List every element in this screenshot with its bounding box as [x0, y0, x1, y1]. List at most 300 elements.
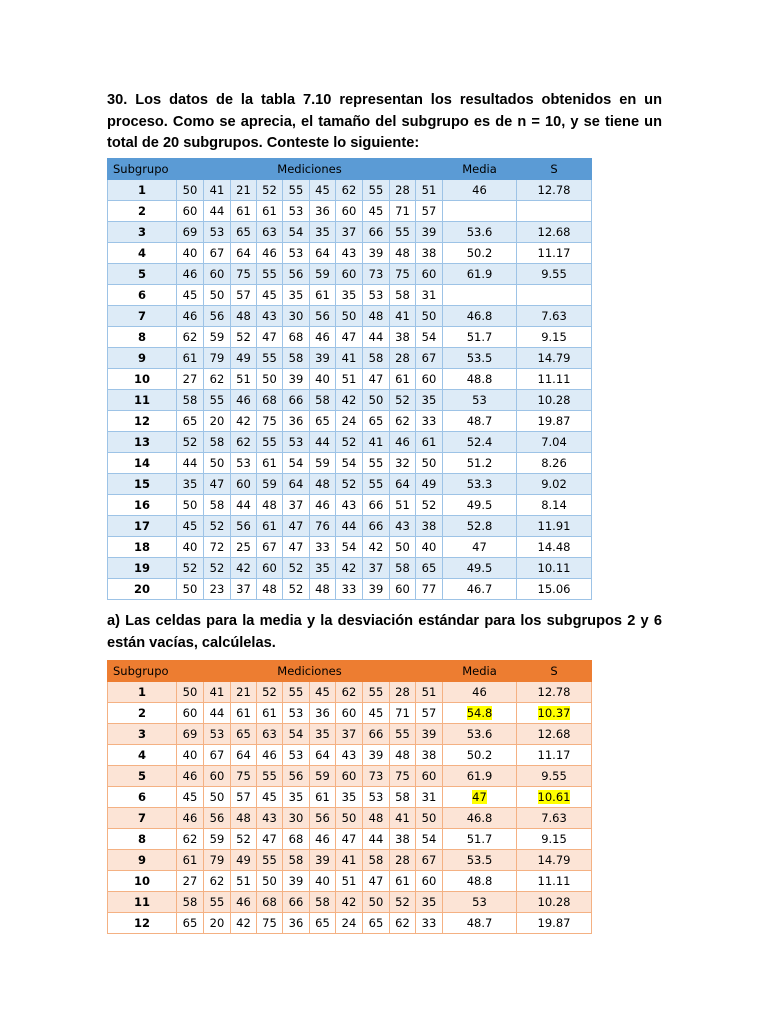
table-header-row	[108, 159, 592, 180]
measurement-cell: 55	[257, 766, 283, 787]
table-row	[108, 808, 592, 829]
measurement-cell: 65	[416, 558, 443, 579]
mean-cell: 53.6	[443, 222, 517, 243]
measurement-cell: 58	[363, 850, 390, 871]
table-row	[108, 495, 592, 516]
measurement-cell: 28	[390, 348, 416, 369]
measurement-cell: 66	[283, 390, 310, 411]
measurement-cell: 52	[283, 558, 310, 579]
measurement-cell: 60	[416, 766, 443, 787]
measurement-cell: 65	[177, 913, 204, 934]
measurement-cell: 40	[177, 243, 204, 264]
header-subgroup: Subgrupo	[108, 661, 177, 682]
measurement-cell: 55	[204, 390, 231, 411]
measurement-cell: 71	[390, 201, 416, 222]
measurement-cell: 75	[257, 913, 283, 934]
s-cell: 10.28	[517, 390, 592, 411]
s-cell: 7.63	[517, 306, 592, 327]
measurement-cell: 53	[204, 724, 231, 745]
table-row	[108, 264, 592, 285]
measurement-cell: 45	[177, 787, 204, 808]
measurement-cell: 37	[283, 495, 310, 516]
measurement-cell: 51	[390, 495, 416, 516]
measurement-cell: 46	[310, 829, 336, 850]
measurement-cell: 50	[257, 369, 283, 390]
measurement-cell: 33	[336, 579, 363, 600]
subgroup-cell: 4	[108, 243, 177, 264]
measurement-cell: 48	[390, 745, 416, 766]
measurement-cell: 39	[310, 850, 336, 871]
measurement-cell: 43	[257, 306, 283, 327]
measurement-cell: 64	[231, 745, 257, 766]
table-row	[108, 243, 592, 264]
measurement-cell: 53	[283, 703, 310, 724]
measurement-cell: 45	[257, 787, 283, 808]
measurement-cell: 40	[177, 537, 204, 558]
mean-cell: 51.7	[443, 327, 517, 348]
measurement-cell: 38	[390, 829, 416, 850]
measurement-cell: 60	[336, 766, 363, 787]
measurement-cell: 46	[257, 243, 283, 264]
measurement-cell: 44	[310, 432, 336, 453]
subgroup-cell: 3	[108, 724, 177, 745]
subgroup-cell: 12	[108, 913, 177, 934]
measurement-cell: 50	[204, 285, 231, 306]
mean-cell: 52.8	[443, 516, 517, 537]
measurement-cell: 24	[336, 411, 363, 432]
measurement-cell: 50	[177, 579, 204, 600]
s-cell: 8.26	[517, 453, 592, 474]
mean-cell: 53.5	[443, 850, 517, 871]
measurement-cell: 43	[336, 243, 363, 264]
measurement-cell: 54	[283, 453, 310, 474]
measurement-cell: 66	[363, 516, 390, 537]
table-row	[108, 453, 592, 474]
table-row	[108, 745, 592, 766]
table-row	[108, 682, 592, 703]
measurement-cell: 63	[257, 222, 283, 243]
subgroup-cell: 6	[108, 787, 177, 808]
s-cell: 14.79	[517, 850, 592, 871]
table-header-row	[108, 661, 592, 682]
s-cell: 9.02	[517, 474, 592, 495]
measurement-cell: 66	[363, 222, 390, 243]
subgroup-cell: 10	[108, 369, 177, 390]
measurement-cell: 61	[257, 201, 283, 222]
measurement-cell: 58	[283, 850, 310, 871]
measurement-cell: 52	[336, 474, 363, 495]
measurement-cell: 48	[310, 579, 336, 600]
measurement-cell: 31	[416, 285, 443, 306]
measurement-cell: 41	[336, 850, 363, 871]
measurement-cell: 67	[204, 243, 231, 264]
s-cell: 14.79	[517, 348, 592, 369]
measurement-cell: 27	[177, 871, 204, 892]
header-s: S	[517, 661, 592, 682]
measurement-cell: 56	[283, 264, 310, 285]
subgroup-cell: 8	[108, 829, 177, 850]
measurement-cell: 44	[204, 703, 231, 724]
s-cell: 11.91	[517, 516, 592, 537]
s-cell: 12.78	[517, 682, 592, 703]
measurement-cell: 48	[390, 243, 416, 264]
measurement-cell: 56	[204, 808, 231, 829]
mean-cell: 52.4	[443, 432, 517, 453]
measurement-cell: 55	[257, 432, 283, 453]
measurement-cell: 62	[336, 682, 363, 703]
measurement-cell: 69	[177, 222, 204, 243]
mean-cell: 46.8	[443, 306, 517, 327]
measurement-cell: 48	[310, 474, 336, 495]
s-cell: 12.68	[517, 724, 592, 745]
table-row	[108, 829, 592, 850]
measurement-cell: 67	[416, 850, 443, 871]
measurement-cell: 50	[336, 306, 363, 327]
measurement-cell: 59	[204, 829, 231, 850]
measurement-cell: 48	[257, 579, 283, 600]
mean-cell: 48.8	[443, 871, 517, 892]
measurement-cell: 75	[257, 411, 283, 432]
table-row	[108, 703, 592, 724]
measurement-cell: 47	[257, 327, 283, 348]
measurement-cell: 51	[336, 871, 363, 892]
measurement-cell: 51	[231, 369, 257, 390]
measurement-cell: 65	[231, 222, 257, 243]
measurement-cell: 58	[390, 558, 416, 579]
measurement-cell: 55	[390, 724, 416, 745]
measurement-cell: 45	[363, 703, 390, 724]
measurement-cell: 62	[390, 913, 416, 934]
measurement-cell: 32	[390, 453, 416, 474]
measurement-cell: 47	[363, 369, 390, 390]
table-row	[108, 516, 592, 537]
header-subgroup: Subgrupo	[108, 159, 177, 180]
s-cell: 9.15	[517, 829, 592, 850]
table-row	[108, 327, 592, 348]
measurement-cell: 65	[310, 913, 336, 934]
measurement-cell: 48	[363, 306, 390, 327]
header-measurements: Mediciones	[177, 661, 443, 682]
measurement-cell: 35	[336, 285, 363, 306]
measurement-cell: 64	[310, 243, 336, 264]
measurement-cell: 37	[231, 579, 257, 600]
measurement-cell: 46	[310, 327, 336, 348]
measurement-cell: 45	[310, 682, 336, 703]
subgroup-cell: 8	[108, 327, 177, 348]
measurement-cell: 33	[416, 411, 443, 432]
measurement-cell: 55	[257, 850, 283, 871]
measurement-cell: 38	[390, 327, 416, 348]
measurement-cell: 54	[283, 222, 310, 243]
table-row	[108, 432, 592, 453]
measurement-cell: 50	[257, 871, 283, 892]
s-cell: 7.04	[517, 432, 592, 453]
measurement-cell: 61	[390, 369, 416, 390]
s-cell: 11.17	[517, 243, 592, 264]
measurement-cell: 51	[416, 180, 443, 201]
table-row	[108, 766, 592, 787]
mean-cell: 46.7	[443, 579, 517, 600]
measurement-cell: 35	[283, 285, 310, 306]
measurement-cell: 79	[204, 348, 231, 369]
s-cell: 12.78	[517, 180, 592, 201]
measurement-cell: 39	[416, 724, 443, 745]
measurement-cell: 44	[363, 327, 390, 348]
subgroup-cell: 6	[108, 285, 177, 306]
measurement-cell: 64	[390, 474, 416, 495]
measurement-cell: 24	[336, 913, 363, 934]
measurement-cell: 50	[177, 682, 204, 703]
measurement-cell: 58	[310, 390, 336, 411]
measurement-cell: 60	[336, 703, 363, 724]
measurement-cell: 48	[363, 808, 390, 829]
measurement-cell: 75	[390, 766, 416, 787]
measurement-cell: 36	[283, 913, 310, 934]
measurement-cell: 53	[363, 787, 390, 808]
s-cell: 9.55	[517, 766, 592, 787]
data-table-original	[107, 158, 592, 600]
measurement-cell: 55	[257, 264, 283, 285]
subgroup-cell: 1	[108, 682, 177, 703]
measurement-cell: 38	[416, 745, 443, 766]
measurement-cell: 30	[283, 306, 310, 327]
measurement-cell: 42	[363, 537, 390, 558]
measurement-cell: 37	[363, 558, 390, 579]
measurement-cell: 57	[416, 703, 443, 724]
measurement-cell: 61	[257, 516, 283, 537]
measurement-cell: 60	[204, 766, 231, 787]
subgroup-cell: 15	[108, 474, 177, 495]
measurement-cell: 62	[177, 829, 204, 850]
measurement-cell: 68	[283, 327, 310, 348]
mean-cell: 61.9	[443, 766, 517, 787]
subgroup-cell: 12	[108, 411, 177, 432]
measurement-cell: 58	[390, 787, 416, 808]
measurement-cell: 62	[336, 180, 363, 201]
table-row	[108, 537, 592, 558]
s-cell: 11.17	[517, 745, 592, 766]
measurement-cell: 35	[310, 222, 336, 243]
subgroup-cell: 19	[108, 558, 177, 579]
measurement-cell: 35	[416, 892, 443, 913]
measurement-cell: 35	[177, 474, 204, 495]
measurement-cell: 50	[177, 180, 204, 201]
measurement-cell: 72	[204, 537, 231, 558]
table-row	[108, 348, 592, 369]
measurement-cell: 45	[363, 201, 390, 222]
measurement-cell: 60	[416, 264, 443, 285]
measurement-cell: 61	[257, 453, 283, 474]
table-row	[108, 579, 592, 600]
measurement-cell: 44	[231, 495, 257, 516]
measurement-cell: 50	[363, 390, 390, 411]
measurement-cell: 38	[416, 243, 443, 264]
measurement-cell: 55	[363, 474, 390, 495]
measurement-cell: 58	[310, 892, 336, 913]
table-row	[108, 285, 592, 306]
measurement-cell: 47	[283, 516, 310, 537]
measurement-cell: 55	[283, 180, 310, 201]
s-cell: 11.11	[517, 369, 592, 390]
measurement-cell: 55	[363, 453, 390, 474]
measurement-cell: 52	[231, 327, 257, 348]
measurement-cell: 35	[416, 390, 443, 411]
measurement-cell: 45	[310, 180, 336, 201]
measurement-cell: 52	[204, 558, 231, 579]
table-row	[108, 558, 592, 579]
measurement-cell: 36	[310, 703, 336, 724]
measurement-cell: 28	[390, 682, 416, 703]
measurement-cell: 50	[177, 495, 204, 516]
measurement-cell: 62	[204, 871, 231, 892]
subgroup-cell: 3	[108, 222, 177, 243]
measurement-cell: 77	[416, 579, 443, 600]
s-cell: 14.48	[517, 537, 592, 558]
subgroup-cell: 2	[108, 201, 177, 222]
header-measurements: Mediciones	[177, 159, 443, 180]
measurement-cell: 43	[390, 516, 416, 537]
measurement-cell: 59	[257, 474, 283, 495]
measurement-cell: 43	[336, 745, 363, 766]
measurement-cell: 31	[416, 787, 443, 808]
measurement-cell: 58	[363, 348, 390, 369]
measurement-cell: 61	[231, 703, 257, 724]
measurement-cell: 67	[204, 745, 231, 766]
measurement-cell: 56	[204, 306, 231, 327]
measurement-cell: 65	[177, 411, 204, 432]
highlighted-value: 47	[472, 790, 487, 804]
measurement-cell: 28	[390, 850, 416, 871]
mean-cell: 51.2	[443, 453, 517, 474]
measurement-cell: 35	[310, 558, 336, 579]
header-s: S	[517, 159, 592, 180]
measurement-cell: 36	[283, 411, 310, 432]
measurement-cell: 46	[310, 495, 336, 516]
subgroup-cell: 17	[108, 516, 177, 537]
measurement-cell: 65	[310, 411, 336, 432]
measurement-cell: 66	[363, 495, 390, 516]
measurement-cell: 47	[336, 829, 363, 850]
mean-cell: 46.8	[443, 808, 517, 829]
measurement-cell: 52	[283, 579, 310, 600]
measurement-cell: 57	[231, 787, 257, 808]
subgroup-cell: 18	[108, 537, 177, 558]
measurement-cell: 46	[177, 306, 204, 327]
measurement-cell: 58	[390, 285, 416, 306]
table-row	[108, 222, 592, 243]
measurement-cell: 76	[310, 516, 336, 537]
highlighted-value: 10.37	[537, 706, 571, 720]
measurement-cell: 61	[177, 348, 204, 369]
measurement-cell: 50	[336, 808, 363, 829]
measurement-cell: 52	[336, 432, 363, 453]
mean-cell: 53.6	[443, 724, 517, 745]
measurement-cell: 39	[363, 243, 390, 264]
s-cell: 9.15	[517, 327, 592, 348]
measurement-cell: 59	[204, 327, 231, 348]
subgroup-cell: 16	[108, 495, 177, 516]
measurement-cell: 61	[310, 285, 336, 306]
s-cell	[517, 201, 592, 222]
measurement-cell: 50	[204, 787, 231, 808]
measurement-cell: 63	[257, 724, 283, 745]
header-mean: Media	[443, 159, 517, 180]
measurement-cell: 60	[336, 201, 363, 222]
measurement-cell: 66	[363, 724, 390, 745]
measurement-cell: 60	[336, 264, 363, 285]
measurement-cell: 73	[363, 264, 390, 285]
measurement-cell: 60	[416, 369, 443, 390]
measurement-cell: 65	[363, 411, 390, 432]
measurement-cell: 41	[363, 432, 390, 453]
measurement-cell: 62	[390, 411, 416, 432]
mean-cell: 53.3	[443, 474, 517, 495]
s-cell	[517, 787, 592, 808]
measurement-cell: 42	[336, 558, 363, 579]
measurement-cell: 62	[231, 432, 257, 453]
measurement-cell: 28	[390, 180, 416, 201]
mean-cell: 51.7	[443, 829, 517, 850]
measurement-cell: 61	[231, 201, 257, 222]
measurement-cell: 52	[416, 495, 443, 516]
measurement-cell: 56	[231, 516, 257, 537]
measurement-cell: 37	[336, 222, 363, 243]
s-cell: 19.87	[517, 411, 592, 432]
mean-cell	[443, 285, 517, 306]
measurement-cell: 53	[283, 745, 310, 766]
table-row	[108, 787, 592, 808]
measurement-cell: 52	[204, 516, 231, 537]
measurement-cell: 52	[177, 558, 204, 579]
measurement-cell: 69	[177, 724, 204, 745]
measurement-cell: 61	[177, 850, 204, 871]
measurement-cell: 39	[310, 348, 336, 369]
measurement-cell: 45	[177, 285, 204, 306]
measurement-cell: 58	[177, 892, 204, 913]
measurement-cell: 55	[283, 682, 310, 703]
measurement-cell: 59	[310, 264, 336, 285]
measurement-cell: 49	[416, 474, 443, 495]
measurement-cell: 42	[336, 892, 363, 913]
measurement-cell: 53	[231, 453, 257, 474]
table-row	[108, 306, 592, 327]
measurement-cell: 25	[231, 537, 257, 558]
measurement-cell: 59	[310, 766, 336, 787]
measurement-cell: 61	[416, 432, 443, 453]
subgroup-cell: 20	[108, 579, 177, 600]
s-cell: 12.68	[517, 222, 592, 243]
measurement-cell: 62	[204, 369, 231, 390]
measurement-cell: 39	[363, 579, 390, 600]
measurement-cell: 42	[231, 558, 257, 579]
s-cell: 9.55	[517, 264, 592, 285]
mean-cell: 48.7	[443, 913, 517, 934]
measurement-cell: 47	[257, 829, 283, 850]
measurement-cell: 50	[416, 306, 443, 327]
subgroup-cell: 2	[108, 703, 177, 724]
measurement-cell: 46	[177, 766, 204, 787]
measurement-cell: 54	[416, 327, 443, 348]
measurement-cell: 40	[310, 369, 336, 390]
measurement-cell: 56	[283, 766, 310, 787]
measurement-cell: 75	[231, 766, 257, 787]
table-row	[108, 474, 592, 495]
measurement-cell: 46	[390, 432, 416, 453]
measurement-cell: 57	[416, 201, 443, 222]
measurement-cell: 60	[257, 558, 283, 579]
measurement-cell: 21	[231, 682, 257, 703]
measurement-cell: 41	[390, 306, 416, 327]
